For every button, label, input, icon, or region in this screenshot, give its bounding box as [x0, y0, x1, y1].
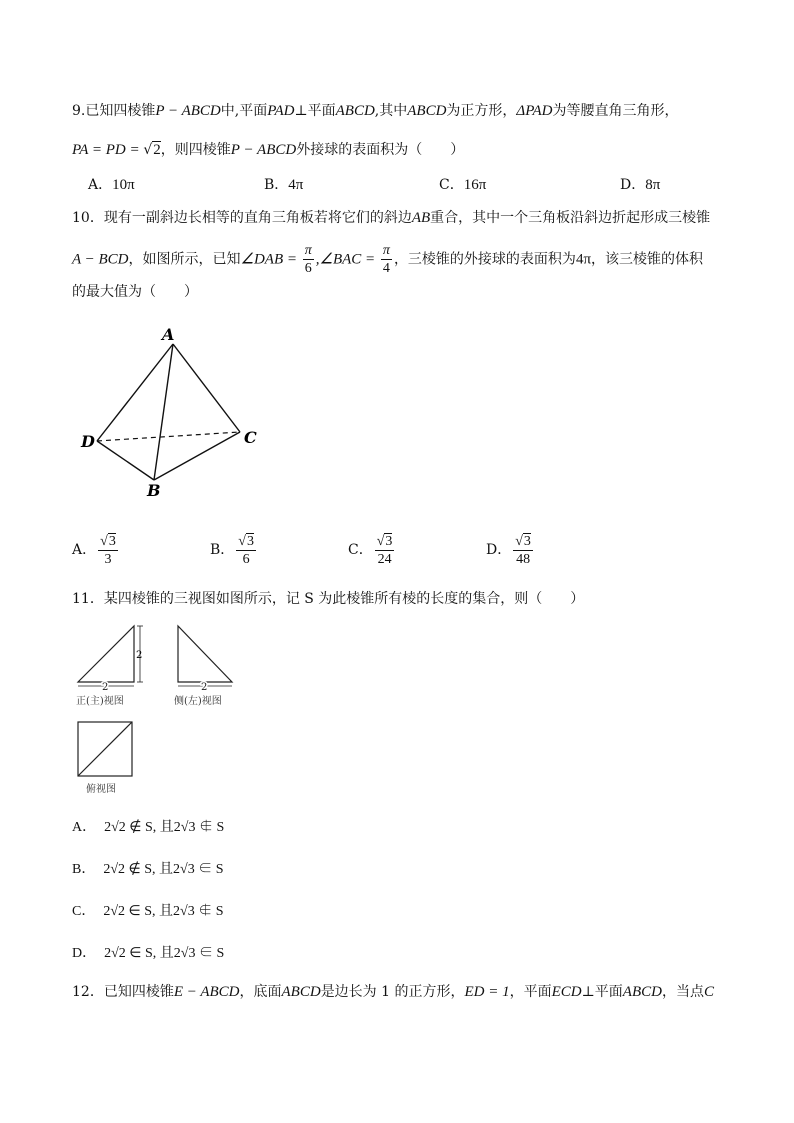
fraction-den: 6: [242, 551, 250, 567]
q9-math: P − ABCD: [155, 103, 221, 119]
option-label: D．: [72, 946, 97, 961]
sqrt-symbol: √: [376, 533, 385, 549]
fraction-den: 6: [304, 261, 312, 276]
sqrt-symbol: √: [515, 533, 523, 549]
option-label: A．: [88, 177, 113, 193]
q9-math: 2: [153, 142, 161, 158]
q9-text: ，则四棱锥: [160, 142, 231, 158]
fraction-num: [98, 533, 118, 551]
fraction-num: [375, 533, 395, 551]
q10-line1: [72, 208, 710, 228]
q12-text: ，平面: [509, 984, 552, 1000]
fraction: [513, 533, 533, 568]
option-value: 8π: [645, 177, 661, 193]
fraction: [375, 533, 395, 568]
label-a: A: [162, 325, 175, 344]
q11-option-c[interactable]: [72, 902, 223, 922]
option-label: A．: [72, 542, 97, 558]
q12-math: C: [703, 984, 714, 1000]
tetrahedron-figure: [75, 320, 275, 505]
top-view-label: 俯视图: [86, 784, 116, 795]
fraction-num: [513, 533, 533, 551]
dim-label: 2: [201, 682, 208, 693]
q9-text: 9.已知四棱锥: [72, 103, 156, 119]
q10-text: ，该三棱锥的体积: [591, 251, 704, 268]
q9-text: ⊥平面: [294, 103, 336, 119]
q9-text: 中,平面: [220, 103, 268, 119]
q9-text: 为正方形，: [446, 103, 517, 119]
option-label: B．: [264, 177, 289, 193]
q12-text: ，底面: [239, 984, 282, 1000]
q10-text: 的最大值为（ ）: [72, 284, 198, 300]
q10-line2: [72, 242, 703, 277]
sqrt-symbol: √: [238, 533, 246, 549]
q10-math: A − BCD: [72, 251, 129, 268]
edge-dc-hidden: [97, 432, 240, 441]
dim-label: 2: [102, 682, 109, 693]
q10-option-d[interactable]: [486, 530, 535, 570]
q9-math: ΔPAD: [516, 103, 553, 119]
side-view-triangle: [178, 626, 232, 682]
top-view-diagonal: [78, 722, 132, 776]
side-view-label: 侧(左)视图: [174, 696, 222, 707]
q12-text: 是边长为 1 的正方形，: [320, 984, 465, 1000]
q12-math: ABCD: [622, 984, 662, 1000]
option-text: 2√2 ∈ S, 且2√3 ∉ S: [103, 904, 224, 919]
q9-math: P − ABCD: [230, 142, 297, 158]
sqrt-symbol: √: [100, 533, 108, 549]
radicand: 3: [385, 533, 393, 549]
q9-math: ABCD: [407, 103, 447, 119]
option-value: 4π: [288, 177, 304, 193]
q11-line1: [72, 589, 584, 609]
three-views-figure: [70, 620, 250, 800]
q12-math: ABCD: [281, 984, 321, 1000]
option-text: 2√2 ∉ S, 且2√3 ∈ S: [103, 862, 224, 877]
option-label: C．: [439, 177, 464, 193]
q10-text: ，三棱锥的外接球的表面积为: [393, 251, 576, 268]
q10-math: ,∠BAC =: [315, 251, 379, 268]
q10-option-a[interactable]: [72, 530, 120, 570]
front-view-label: 正(主)视图: [76, 696, 124, 707]
option-text: 2√2 ∉ S, 且2√3 ∉ S: [104, 820, 225, 835]
q11-option-b[interactable]: [72, 860, 223, 880]
q11-option-a[interactable]: [72, 818, 224, 838]
q12-math: E − ABCD: [173, 984, 240, 1000]
fraction: [303, 242, 314, 277]
q10-math: AB: [411, 210, 431, 226]
q9-line2: [72, 140, 464, 160]
q12-line1: [72, 982, 714, 1002]
q10-text: ，如图所示，已知: [128, 251, 241, 268]
sqrt-symbol: √: [143, 142, 153, 158]
q10-option-b[interactable]: [210, 530, 258, 570]
q9-math: PA = PD =: [72, 142, 144, 158]
option-label: D．: [620, 177, 646, 193]
q12-math: ED = 1: [464, 984, 510, 1000]
q11-option-d[interactable]: [72, 944, 224, 964]
option-label: C．: [348, 542, 373, 558]
option-label: B．: [210, 542, 235, 558]
fraction-num: [236, 533, 256, 551]
q9-math: PAD: [267, 103, 295, 119]
option-label: D．: [486, 542, 512, 558]
option-label: A．: [72, 820, 97, 835]
fraction: [236, 533, 256, 568]
q12-math: ECD: [551, 984, 582, 1000]
q9-option-b[interactable]: [264, 175, 303, 195]
label-c: C: [244, 428, 257, 447]
q12-text: 12．已知四棱锥: [72, 984, 174, 1000]
q12-text: ⊥平面: [581, 984, 623, 1000]
option-value: 16π: [463, 177, 487, 193]
q9-text: 外接球的表面积为（ ）: [296, 142, 465, 158]
edge-db: [97, 441, 154, 480]
q9-option-c[interactable]: [439, 175, 486, 195]
q10-math: 4π: [575, 251, 592, 268]
option-value: 10π: [112, 177, 135, 193]
q10-option-c[interactable]: [348, 530, 396, 570]
option-label: B．: [72, 862, 96, 877]
fraction-num: π: [304, 243, 312, 258]
radicand: 3: [523, 533, 531, 549]
fraction-num: π: [382, 243, 390, 258]
fraction: [98, 533, 118, 568]
radicand: 3: [108, 533, 116, 549]
q9-text: 为等腰直角三角形，: [552, 103, 679, 119]
label-d: D: [81, 432, 95, 451]
q10-text: 重合，其中一个三角板沿斜边折起形成三棱锥: [430, 210, 711, 226]
fraction-den: 48: [516, 551, 531, 567]
q11-text: 11．某四棱锥的三视图如图所示，记 S 为此棱锥所有棱的长度的集合，则（ ）: [72, 591, 585, 607]
q9-option-d[interactable]: [620, 175, 660, 195]
q10-math: ∠DAB =: [240, 251, 301, 268]
q9-option-a[interactable]: [88, 175, 135, 195]
fraction-den: 24: [377, 551, 392, 567]
radicand: 3: [246, 533, 254, 549]
option-label: C．: [72, 904, 96, 919]
q10-text: 10．现有一副斜边长相等的直角三角板若将它们的斜边: [72, 210, 412, 226]
edge-ac: [173, 344, 240, 432]
q9-math: ABCD: [335, 103, 375, 119]
q9-line1: [72, 101, 678, 121]
q12-text: ，当点: [661, 984, 704, 1000]
fraction-den: 3: [104, 551, 112, 567]
edge-bc: [154, 432, 240, 480]
label-b: B: [147, 481, 161, 500]
q9-text: ,其中: [374, 103, 408, 119]
dim-label: 2: [136, 650, 143, 661]
fraction-den: 4: [382, 261, 390, 276]
fraction: [381, 242, 392, 277]
q10-line3: [72, 282, 198, 302]
front-view-triangle: [78, 626, 134, 682]
option-text: 2√2 ∈ S, 且2√3 ∈ S: [104, 946, 225, 961]
